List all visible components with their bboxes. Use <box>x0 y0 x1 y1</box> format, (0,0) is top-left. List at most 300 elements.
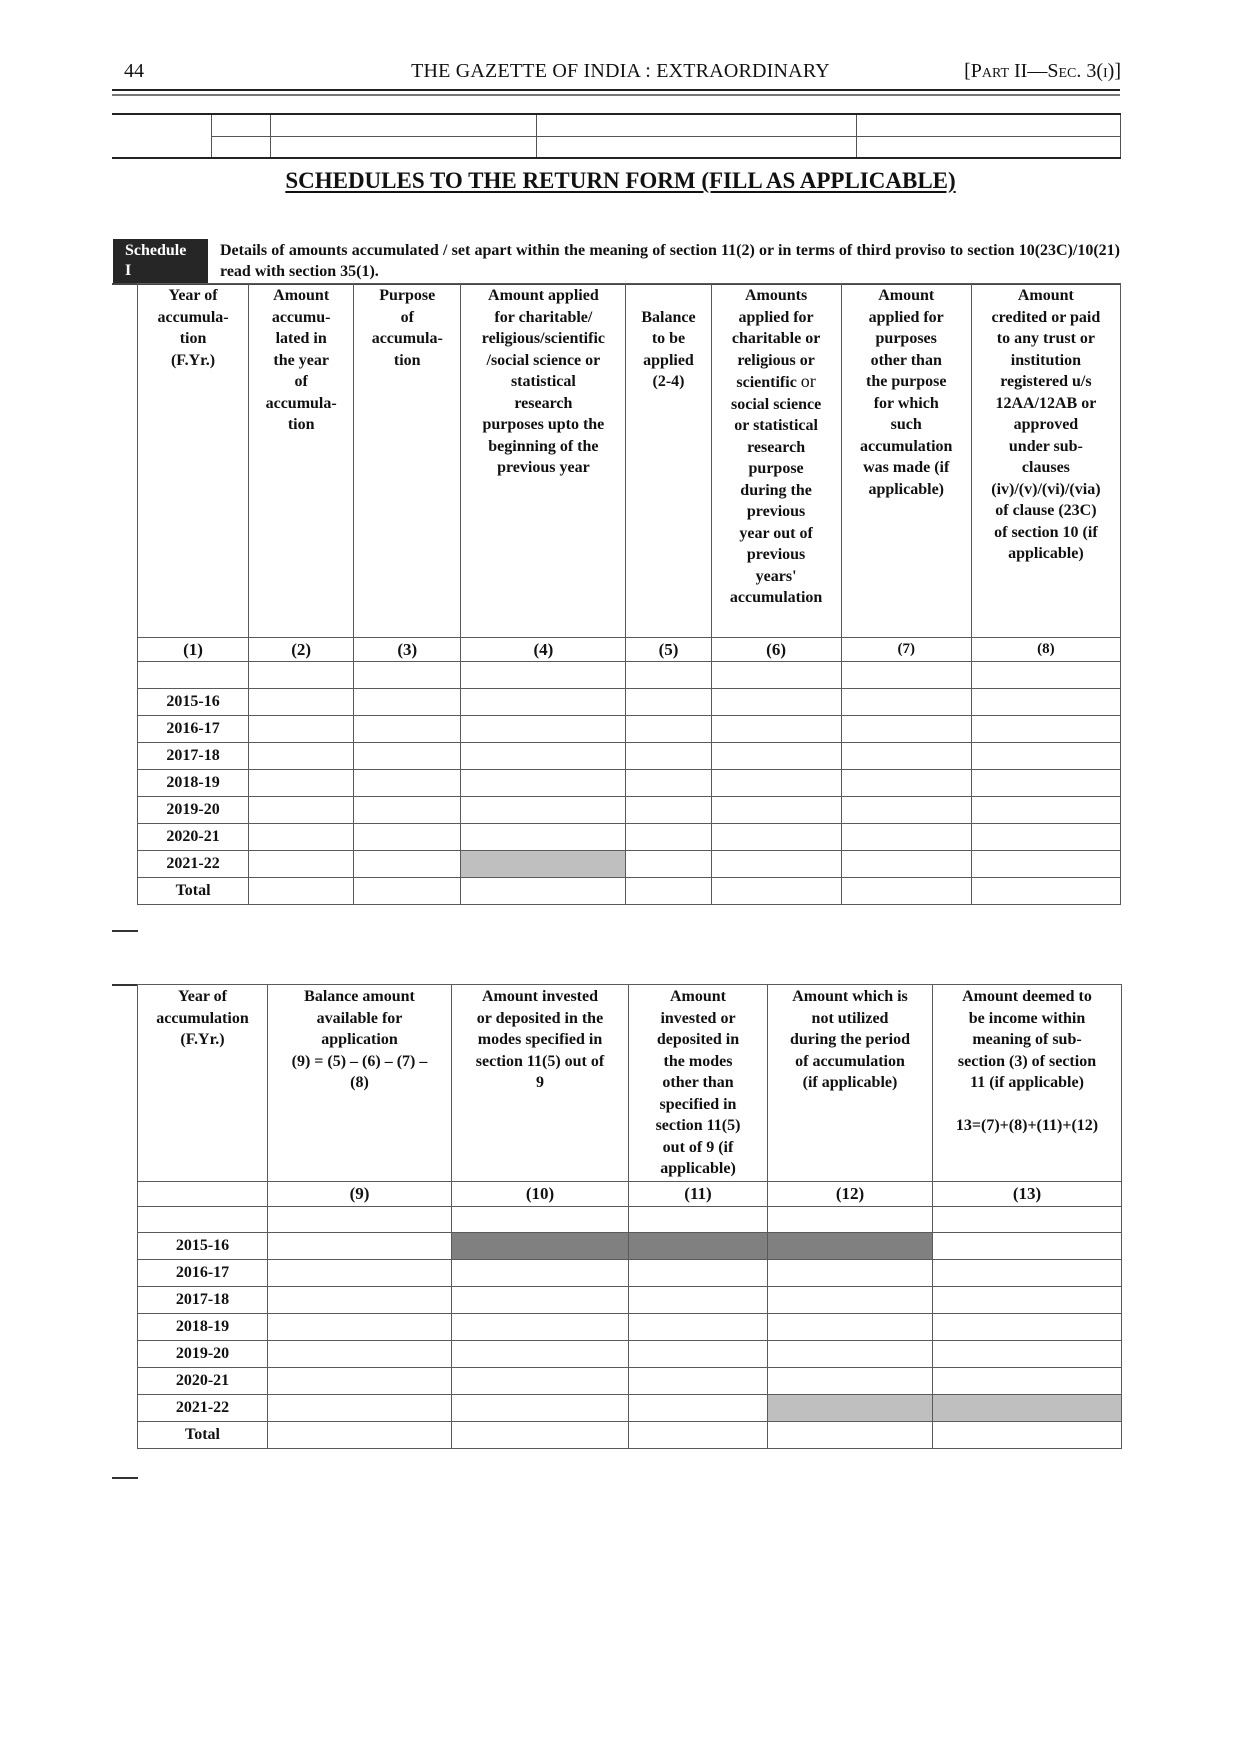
amount-input-cell[interactable] <box>452 1395 629 1422</box>
column-header-line: (8) <box>350 1074 369 1091</box>
column-number: (13) <box>933 1182 1122 1207</box>
amount-input-cell[interactable] <box>971 824 1120 851</box>
amount-input-cell[interactable] <box>629 1287 768 1314</box>
year-cell: 2019-20 <box>138 797 249 824</box>
column-header-line: section 11(5) out of <box>475 1052 605 1070</box>
amount-input-cell[interactable] <box>629 1341 768 1368</box>
column-number: (9) <box>268 1182 452 1207</box>
column-header-line: approved <box>1013 416 1079 433</box>
table-row <box>138 1368 1122 1395</box>
table-row <box>138 1287 1122 1314</box>
column-header-line: accumula- <box>265 394 337 412</box>
amount-input-cell[interactable] <box>971 878 1120 905</box>
amount-input-cell[interactable] <box>626 716 711 743</box>
column-number: (8) <box>971 638 1120 662</box>
table1-column-number-row <box>138 638 1121 662</box>
amount-input-cell[interactable] <box>626 878 711 905</box>
amount-input-cell[interactable] <box>711 824 841 851</box>
table2-column-number-row <box>138 1182 1122 1207</box>
amount-input-cell[interactable] <box>626 662 711 689</box>
amount-input-cell[interactable] <box>452 1207 629 1233</box>
amount-input-cell[interactable] <box>971 851 1120 878</box>
column-header-line: previous year <box>497 459 590 476</box>
amount-input-cell[interactable] <box>629 1395 768 1422</box>
amount-input-cell[interactable] <box>354 743 461 770</box>
table-row <box>138 1233 1122 1260</box>
column-header-line: Purpose <box>379 287 436 304</box>
table1-header-row <box>138 284 1121 638</box>
amount-input-cell[interactable] <box>933 1287 1122 1314</box>
column-header <box>461 284 626 638</box>
column-header-line: clauses <box>1021 459 1070 476</box>
amount-input-cell[interactable] <box>452 1314 629 1341</box>
continuation-cell[interactable] <box>536 114 856 136</box>
continuation-cell[interactable] <box>536 136 856 158</box>
amount-input-cell[interactable] <box>971 662 1120 689</box>
column-header-line: years' <box>755 567 797 585</box>
amount-input-cell[interactable] <box>452 1341 629 1368</box>
amount-input-cell[interactable] <box>933 1260 1122 1287</box>
year-cell: 2020-21 <box>138 1368 268 1395</box>
amount-input-cell[interactable] <box>841 716 971 743</box>
amount-input-cell[interactable] <box>452 1287 629 1314</box>
table-row <box>138 770 1121 797</box>
continuation-cell[interactable] <box>211 136 270 158</box>
table2-header-row <box>138 985 1122 1182</box>
column-header-line: (9) = (5) – (6) – (7) – <box>291 1052 428 1070</box>
column-header-line: applicable) <box>660 1160 736 1177</box>
table-row <box>138 878 1121 905</box>
table-row <box>138 1422 1122 1449</box>
amount-input-cell[interactable] <box>452 1422 629 1449</box>
shaded-cell <box>933 1395 1122 1422</box>
column-header-line: (F.Yr.) <box>170 351 216 369</box>
column-header-line: (iv)/(v)/(vi)/(via) <box>991 480 1101 498</box>
column-header-line: section (3) of section <box>957 1052 1097 1070</box>
amount-input-cell[interactable] <box>354 662 461 689</box>
column-header <box>249 284 354 638</box>
amount-input-cell[interactable] <box>971 743 1120 770</box>
amount-input-cell[interactable] <box>629 1207 768 1233</box>
column-header-line: purposes upto the <box>482 416 605 433</box>
shaded-cell <box>768 1233 933 1260</box>
amount-input-cell[interactable] <box>268 1314 452 1341</box>
column-header-line <box>626 285 710 307</box>
year-cell: 2017-18 <box>138 743 249 770</box>
page-number: 44 <box>124 60 144 82</box>
column-header-line <box>933 1094 1121 1116</box>
column-header-line: of <box>294 373 308 390</box>
amount-input-cell[interactable] <box>841 770 971 797</box>
column-header-line: research <box>514 394 573 412</box>
amount-input-cell[interactable] <box>461 743 626 770</box>
column-header-line: statistical <box>510 373 576 390</box>
amount-input-cell[interactable] <box>354 689 461 716</box>
amount-input-cell[interactable] <box>711 770 841 797</box>
year-cell: 2015-16 <box>138 1233 268 1260</box>
column-header-line: lated in <box>275 330 327 347</box>
shaded-cell <box>461 851 626 878</box>
amount-input-cell[interactable] <box>768 1260 933 1287</box>
year-cell: 2018-19 <box>138 770 249 797</box>
column-header-line: the modes <box>663 1052 733 1070</box>
column-header-line: of section 10 (if <box>994 523 1098 541</box>
continuation-cell[interactable] <box>856 114 1120 136</box>
continuation-cell[interactable] <box>112 114 211 158</box>
amount-input-cell[interactable] <box>626 797 711 824</box>
year-cell: 2020-21 <box>138 824 249 851</box>
column-header-line: applied for <box>868 308 944 326</box>
year-cell <box>138 1207 268 1233</box>
column-header-line: institution <box>1010 351 1082 369</box>
year-cell: 2015-16 <box>138 689 249 716</box>
column-header-line: Year of <box>177 988 228 1005</box>
year-cell: 2021-22 <box>138 851 249 878</box>
amount-input-cell[interactable] <box>971 689 1120 716</box>
column-header-line: accumula- <box>371 330 443 347</box>
year-cell: Total <box>138 878 249 905</box>
continuation-cell[interactable] <box>856 136 1120 158</box>
column-header-line: Year of <box>168 287 218 304</box>
amount-input-cell[interactable] <box>249 689 354 716</box>
amount-input-cell[interactable] <box>933 1368 1122 1395</box>
column-header-line: social science <box>730 395 822 413</box>
header-rule-thick <box>112 89 1120 91</box>
column-header-line: 12AA/12AB or <box>995 394 1097 412</box>
column-header-line: such <box>890 416 922 433</box>
column-header-line: or deposited in the <box>476 1009 604 1027</box>
amount-input-cell[interactable] <box>354 878 461 905</box>
amount-input-cell[interactable] <box>933 1314 1122 1341</box>
column-header-line: accumula- <box>157 308 229 326</box>
amount-input-cell[interactable] <box>768 1207 933 1233</box>
amount-input-cell[interactable] <box>626 824 711 851</box>
amount-input-cell[interactable] <box>461 689 626 716</box>
amount-input-cell[interactable] <box>354 797 461 824</box>
amount-input-cell[interactable] <box>461 716 626 743</box>
table-row <box>138 824 1121 851</box>
gazette-title: THE GAZETTE OF INDIA : EXTRAORDINARY <box>411 60 830 82</box>
column-header-line: beginning of the <box>488 437 599 455</box>
amount-input-cell[interactable] <box>711 851 841 878</box>
column-header <box>711 284 841 638</box>
column-header <box>629 985 768 1182</box>
amount-input-cell[interactable] <box>268 1368 452 1395</box>
column-header <box>768 985 933 1182</box>
amount-input-cell[interactable] <box>626 770 711 797</box>
year-cell <box>138 662 249 689</box>
column-header-line: modes specified in <box>477 1031 603 1048</box>
column-header-line: application <box>321 1031 398 1048</box>
column-number: (4) <box>461 638 626 662</box>
column-header-line: for which <box>873 394 939 412</box>
table-row <box>138 743 1121 770</box>
amount-input-cell[interactable] <box>249 743 354 770</box>
table-row <box>138 1314 1122 1341</box>
column-header-line: during the <box>740 481 812 499</box>
column-header-line: year out of <box>739 524 813 542</box>
shaded-cell <box>452 1233 629 1260</box>
year-cell: Total <box>138 1422 268 1449</box>
amount-input-cell[interactable] <box>461 770 626 797</box>
amount-input-cell[interactable] <box>268 1287 452 1314</box>
column-header-line: the year <box>273 351 329 369</box>
column-header-line: previous <box>746 503 806 520</box>
amount-input-cell[interactable] <box>933 1207 1122 1233</box>
shaded-cell <box>629 1233 768 1260</box>
column-header-line: credited or paid <box>991 308 1101 326</box>
column-header-line: charitable or <box>731 330 821 347</box>
column-header-line: Amount <box>669 988 726 1005</box>
table-row <box>138 851 1121 878</box>
column-header-line: to any trust or <box>996 330 1095 347</box>
column-header-line: tion <box>287 416 315 433</box>
amount-input-cell[interactable] <box>452 1368 629 1395</box>
column-header-line: for charitable/ <box>494 308 593 326</box>
column-header-line: Amounts <box>744 287 808 304</box>
header-text: or <box>800 371 816 391</box>
column-number <box>138 1182 268 1207</box>
column-header-line: religious/scientific <box>481 330 605 347</box>
amount-input-cell[interactable] <box>768 1422 933 1449</box>
amount-input-cell[interactable] <box>268 1395 452 1422</box>
column-header-line: Amount <box>878 287 935 304</box>
year-cell: 2016-17 <box>138 1260 268 1287</box>
amount-input-cell[interactable] <box>268 1207 452 1233</box>
column-header-line: research <box>747 438 806 456</box>
amount-input-cell[interactable] <box>841 851 971 878</box>
column-header-line: previous <box>746 546 806 563</box>
amount-input-cell[interactable] <box>461 662 626 689</box>
column-header-line: accumu- <box>271 308 331 326</box>
amount-input-cell[interactable] <box>711 662 841 689</box>
column-header-line: applicable) <box>1008 545 1084 562</box>
column-header <box>933 985 1122 1182</box>
column-header-line: 11 (if applicable) <box>970 1074 1084 1091</box>
amount-input-cell[interactable] <box>711 878 841 905</box>
column-header-line: meaning of sub- <box>972 1031 1082 1048</box>
column-header-line: the purpose <box>865 373 947 390</box>
column-header-line: of <box>400 308 414 326</box>
column-header-line: during the period <box>789 1031 910 1048</box>
column-header-line: of accumulation <box>795 1052 905 1070</box>
schedule-description: Details of amounts accumulated / set apart within the meaning of section 11(2) or in terms of third proviso to section 10(23C)/10(21) read with section 35(1). <box>220 242 1120 280</box>
column-header-line <box>712 371 841 394</box>
column-header-line: applicable) <box>868 480 944 498</box>
amount-input-cell[interactable] <box>461 797 626 824</box>
amount-input-cell[interactable] <box>268 1422 452 1449</box>
amount-input-cell[interactable] <box>711 797 841 824</box>
amount-input-cell[interactable] <box>249 662 354 689</box>
column-header-line: accumulation <box>729 589 823 606</box>
column-header-line: Amount applied <box>488 287 599 304</box>
amount-input-cell[interactable] <box>268 1260 452 1287</box>
column-header-line: specified in <box>659 1095 737 1113</box>
year-cell: 2021-22 <box>138 1395 268 1422</box>
amount-input-cell[interactable] <box>626 689 711 716</box>
column-header-line: purposes <box>875 330 937 347</box>
amount-input-cell[interactable] <box>249 770 354 797</box>
column-header-line: purpose <box>748 460 804 477</box>
amount-input-cell[interactable] <box>629 1422 768 1449</box>
column-number: (2) <box>249 638 354 662</box>
continuation-cell[interactable] <box>270 114 536 136</box>
amount-input-cell[interactable] <box>711 689 841 716</box>
amount-input-cell[interactable] <box>971 770 1120 797</box>
column-header <box>138 985 268 1182</box>
amount-input-cell[interactable] <box>452 1260 629 1287</box>
schedule-label <box>113 239 208 283</box>
column-header-line: applied <box>643 351 694 369</box>
amount-input-cell[interactable] <box>249 851 354 878</box>
table-row <box>138 1207 1122 1233</box>
year-cell: 2016-17 <box>138 716 249 743</box>
amount-input-cell[interactable] <box>768 1314 933 1341</box>
amount-input-cell[interactable] <box>841 878 971 905</box>
amount-input-cell[interactable] <box>354 716 461 743</box>
amount-input-cell[interactable] <box>249 797 354 824</box>
column-header-line: was made (if <box>863 459 950 476</box>
column-header-line: available for <box>316 1009 403 1027</box>
column-header-line: be income within <box>968 1009 1086 1027</box>
shaded-cell <box>768 1395 933 1422</box>
year-cell: 2019-20 <box>138 1341 268 1368</box>
table2-top-lead-rule <box>112 984 138 986</box>
column-header-line: tion <box>393 351 421 369</box>
part-section-label: [Part II—Sec. 3(i)] <box>964 60 1121 82</box>
column-header <box>841 284 971 638</box>
column-header-line: deposited in <box>656 1031 740 1048</box>
amount-input-cell[interactable] <box>249 878 354 905</box>
column-header <box>626 284 711 638</box>
column-header <box>452 985 629 1182</box>
amount-input-cell[interactable] <box>626 743 711 770</box>
column-header-line: tion <box>179 330 207 347</box>
column-header-line: (F.Yr.) <box>180 1031 225 1048</box>
amount-input-cell[interactable] <box>971 797 1120 824</box>
column-header-line: (2-4) <box>652 373 685 390</box>
amount-input-cell[interactable] <box>629 1260 768 1287</box>
schedule-table-part1 <box>137 283 1121 905</box>
column-header <box>354 284 461 638</box>
amount-input-cell[interactable] <box>841 689 971 716</box>
column-header-line: religious or <box>737 351 815 369</box>
amount-input-cell[interactable] <box>249 716 354 743</box>
column-header-line: or statistical <box>734 417 818 434</box>
amount-input-cell[interactable] <box>354 824 461 851</box>
table1-lead-rule <box>112 930 138 932</box>
column-header-line: accumulation <box>156 1009 249 1027</box>
table-row <box>138 1260 1122 1287</box>
schedule-label-line2: I <box>125 262 132 279</box>
column-header-line: (if applicable) <box>802 1074 898 1091</box>
schedule-table-part2 <box>137 984 1122 1449</box>
column-header-line: 9 <box>536 1074 544 1091</box>
column-header-line: Amount <box>1017 287 1074 304</box>
amount-input-cell[interactable] <box>268 1341 452 1368</box>
amount-input-cell[interactable] <box>768 1341 933 1368</box>
column-header-line: invested or <box>660 1009 736 1027</box>
amount-input-cell[interactable] <box>629 1368 768 1395</box>
amount-input-cell[interactable] <box>354 851 461 878</box>
amount-input-cell[interactable] <box>461 878 626 905</box>
column-header-line: under sub- <box>1008 437 1083 455</box>
column-header-line: not utilized <box>811 1009 889 1027</box>
column-header-line: other than <box>870 351 942 369</box>
header-rule-thin <box>112 94 1120 96</box>
amount-input-cell[interactable] <box>841 797 971 824</box>
amount-input-cell[interactable] <box>841 662 971 689</box>
amount-input-cell[interactable] <box>768 1287 933 1314</box>
column-number: (1) <box>138 638 249 662</box>
schedules-heading: SCHEDULES TO THE RETURN FORM (FILL AS APPLICABLE) <box>285 168 956 193</box>
column-number: (11) <box>629 1182 768 1207</box>
amount-input-cell[interactable] <box>626 851 711 878</box>
amount-input-cell[interactable] <box>768 1368 933 1395</box>
column-header-line: Balance <box>641 308 696 326</box>
amount-input-cell[interactable] <box>629 1314 768 1341</box>
amount-input-cell[interactable] <box>933 1341 1122 1368</box>
amount-input-cell[interactable] <box>354 770 461 797</box>
column-header-line: to be <box>651 330 686 347</box>
schedule-label-line1: Schedule <box>125 242 187 259</box>
column-header-line: other than <box>662 1074 734 1091</box>
column-header-line: 13=(7)+(8)+(11)+(12) <box>955 1117 1099 1134</box>
amount-input-cell[interactable] <box>711 716 841 743</box>
column-header <box>138 284 249 638</box>
column-header-line: Amount which is <box>792 988 908 1005</box>
column-header-line: applied for <box>738 308 814 326</box>
column-header-line: section 11(5) <box>655 1117 741 1134</box>
column-header-line: Amount invested <box>481 988 598 1005</box>
column-number: (5) <box>626 638 711 662</box>
column-header <box>268 985 452 1182</box>
table-row <box>138 662 1121 689</box>
column-header <box>971 284 1120 638</box>
amount-input-cell[interactable] <box>933 1422 1122 1449</box>
amount-input-cell[interactable] <box>933 1233 1122 1260</box>
amount-input-cell[interactable] <box>841 743 971 770</box>
year-cell: 2018-19 <box>138 1314 268 1341</box>
amount-input-cell[interactable] <box>971 716 1120 743</box>
column-number: (12) <box>768 1182 933 1207</box>
column-number: (7) <box>841 638 971 662</box>
year-cell: 2017-18 <box>138 1287 268 1314</box>
continuation-cell[interactable] <box>270 136 536 158</box>
header-text: scientific <box>736 374 801 391</box>
amount-input-cell[interactable] <box>249 824 354 851</box>
column-header-line: Balance amount <box>304 988 415 1005</box>
amount-input-cell[interactable] <box>268 1233 452 1260</box>
table2-lead-rule <box>112 1477 138 1479</box>
column-header-line: out of 9 (if <box>662 1138 734 1156</box>
amount-input-cell[interactable] <box>711 743 841 770</box>
table-row <box>138 797 1121 824</box>
column-header-line: accumulation <box>859 437 953 455</box>
continuation-cell[interactable] <box>211 114 270 136</box>
table-row <box>138 1341 1122 1368</box>
column-header-line: of clause (23C) <box>995 502 1097 519</box>
amount-input-cell[interactable] <box>461 824 626 851</box>
amount-input-cell[interactable] <box>841 824 971 851</box>
column-number: (3) <box>354 638 461 662</box>
table-row <box>138 716 1121 743</box>
column-header-line: registered u/s <box>1000 373 1092 390</box>
column-number: (10) <box>452 1182 629 1207</box>
column-number: (6) <box>711 638 841 662</box>
continuation-table <box>112 113 1120 159</box>
column-header-line: Amount deemed to <box>962 988 1092 1005</box>
